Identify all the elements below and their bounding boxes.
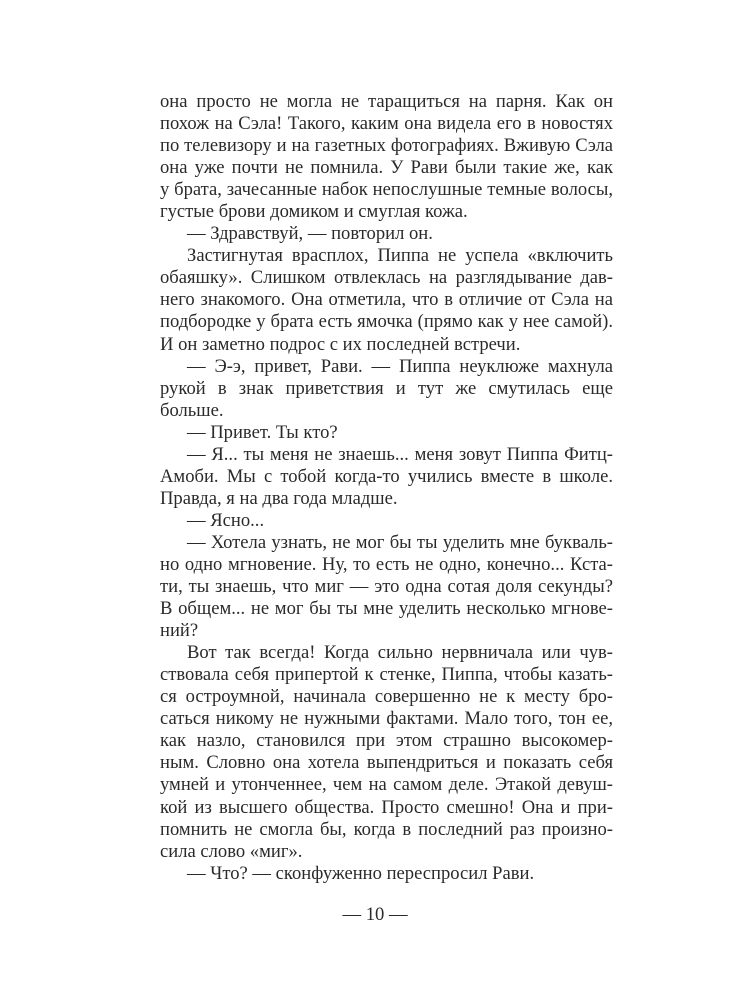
text-line: него знакомого. Она отметила, что в отличие от Сэла на	[160, 289, 613, 311]
text-line: ний?	[160, 620, 199, 642]
text-line: больше.	[160, 399, 224, 421]
text-line: у брата, зачесанные набок непослушные темные волосы,	[160, 179, 613, 201]
text-line: — Хотела узнать, не мог бы ты уделить мне букваль-	[187, 531, 613, 553]
text-line: — Ясно...	[187, 509, 265, 531]
text-line: В общем... не мог бы ты мне уделить несколько мгнове-	[160, 598, 613, 620]
text-line: как назло, становился при этом страшно высокомер-	[160, 730, 613, 752]
text-line: ти, ты знаешь, что миг — это одна сотая доля секунды?	[160, 576, 613, 598]
text-line: — Я... ты меня не знаешь... меня зовут Пиппа Фитц-	[187, 443, 613, 465]
text-line: по телевизору и на газетных фотографиях. Вживую Сэла	[160, 135, 613, 157]
text-line: И он заметно подрос с их последней встречи.	[160, 333, 521, 355]
text-line: — Э-э, привет, Рави. — Пиппа неуклюже махнула	[187, 355, 613, 377]
text-line: обаяшку». Слишком отвлеклась на разглядывание дав-	[160, 267, 613, 289]
text-line: Правда, я на два года младше.	[160, 487, 398, 509]
text-line: она уже почти не помнила. У Рави были такие же, как	[160, 157, 613, 179]
text-line: саться никому не нужными фактами. Мало того, тон ее,	[160, 708, 613, 730]
text-line: — Здравствуй, — повторил он.	[187, 223, 433, 245]
text-line: — Что? — сконфуженно переспросил Рави.	[187, 862, 535, 884]
text-line: умней и утонченнее, чем на самом деле. Этакой девуш-	[160, 774, 613, 796]
text-line: ся остроумной, начинала совершенно не к месту бро-	[160, 686, 613, 708]
text-line: помнить не смогла бы, когда в последний раз произно-	[160, 818, 613, 840]
text-line: — Привет. Ты кто?	[187, 421, 338, 443]
text-line: рукой в знак приветствия и тут же смутилась еще	[160, 377, 613, 399]
text-line: она просто не могла не таращиться на парня. Как он	[160, 91, 613, 112]
text-line: но одно мгновение. Ну, то есть не одно, конечно... Кста-	[160, 553, 613, 575]
text-line: Амоби. Мы с тобой когда-то учились вместе в школе.	[160, 465, 613, 487]
text-line: подбородке у брата есть ямочка (прямо как у нее самой).	[160, 311, 613, 333]
text-line: Вот так всегда! Когда сильно нервничала или чув-	[187, 642, 613, 664]
text-line: сила слово «миг».	[160, 840, 303, 862]
text-line: Застигнутая врасплох, Пиппа не успела «включить	[187, 245, 613, 267]
page-number: — 10 —	[342, 904, 408, 925]
text-line: густые брови домиком и смуглая кожа.	[160, 201, 468, 223]
text-line: похож на Сэла! Такого, каким она видела его в новостях	[160, 113, 613, 135]
body-text	[160, 91, 613, 885]
text-line: ным. Словно она хотела выпендриться и показать себя	[160, 752, 613, 774]
text-line: кой из высшего общества. Просто смешно! Она и при-	[160, 796, 613, 818]
text-line: ствовала себя припертой к стенке, Пиппа, чтобы казать-	[160, 664, 613, 686]
